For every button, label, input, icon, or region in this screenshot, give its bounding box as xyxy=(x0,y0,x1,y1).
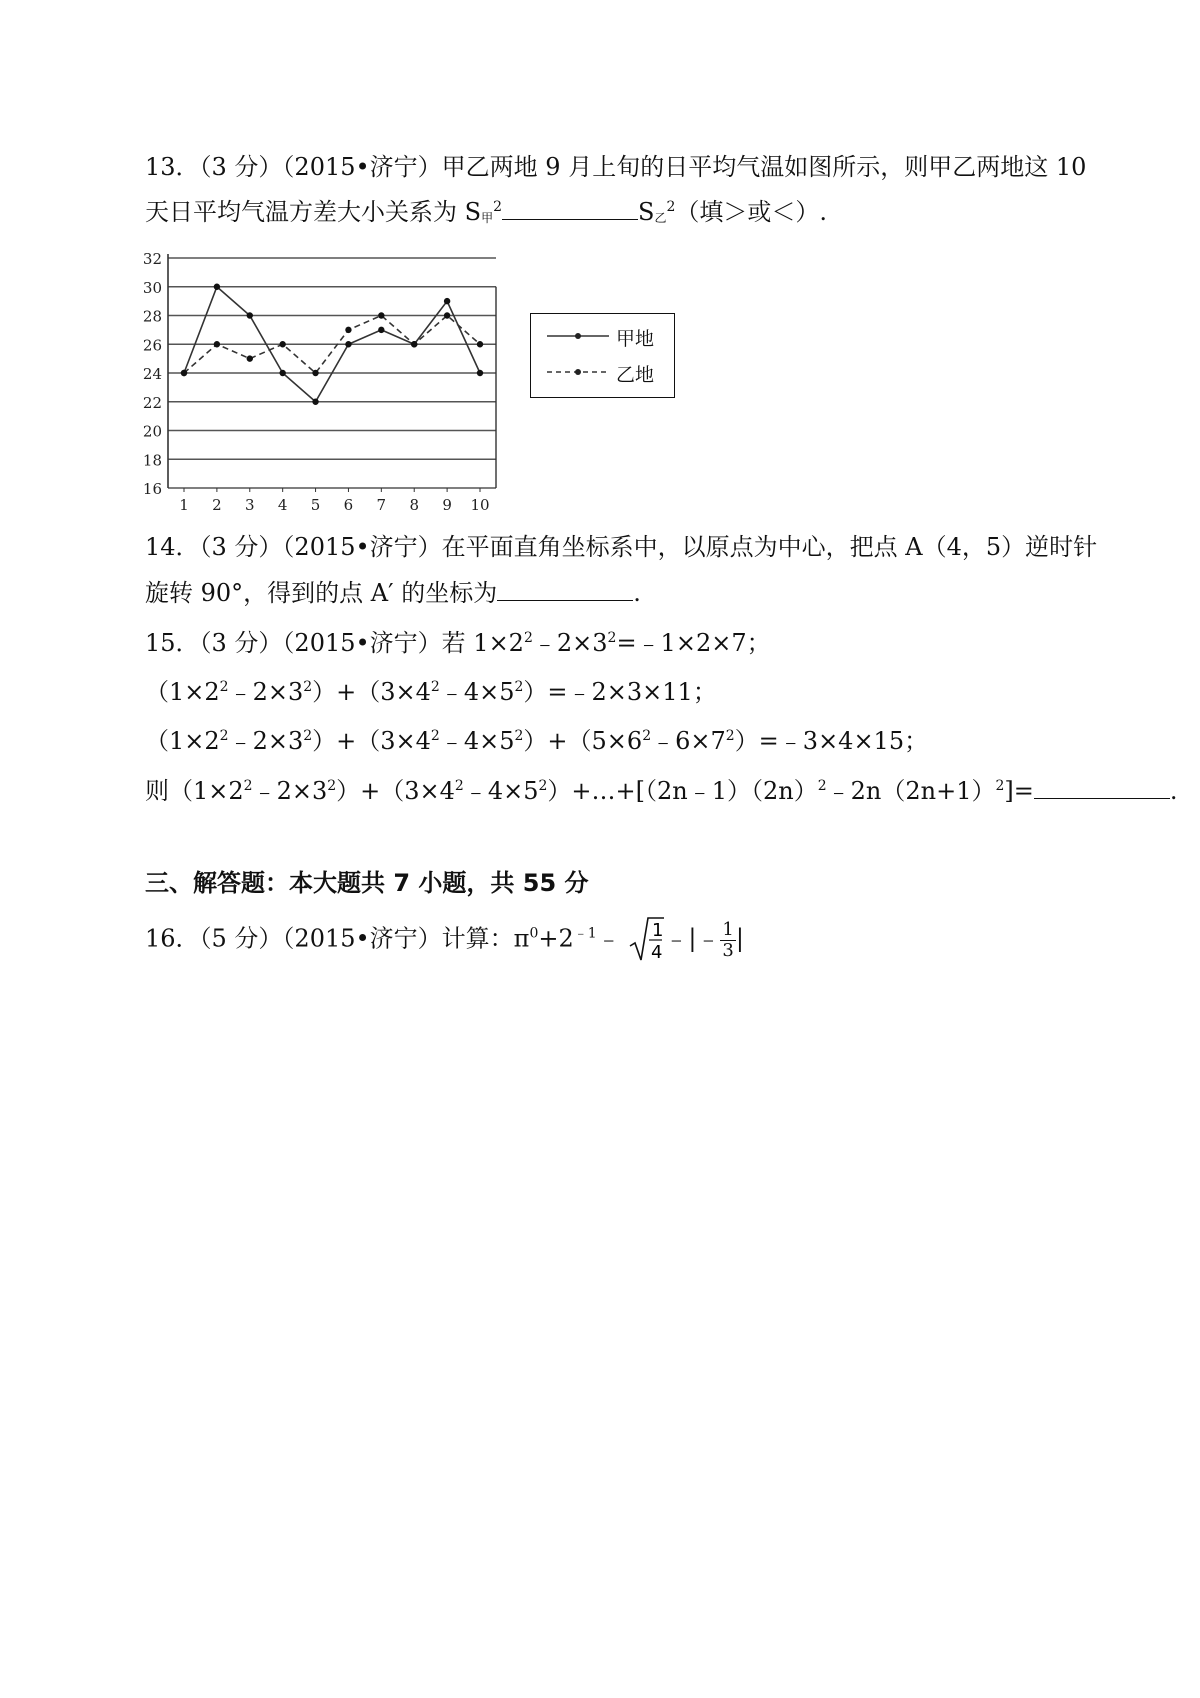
q15-line-3: $(1\times 2^2﹣2\times 3^2)+(3\times 4^2﹣4\times 5^2)+(5\times 6^2﹣6\times 7^2)=﹣3\times 4\times 15$； xyxy=(145,727,929,755)
data-point-yi xyxy=(312,370,318,376)
y-tick-label: 18 xyxy=(142,451,162,470)
q13-line-1: 13．（3 分）（2015•济宁）甲乙两地 9 月上旬的日平均气温如图所示，则甲乙两地这 10 xyxy=(145,153,1087,181)
y-tick-label: 30 xyxy=(142,278,162,297)
radical-sign-icon xyxy=(628,916,664,964)
q13-sup-1: 2 xyxy=(493,199,503,215)
data-point-jia xyxy=(345,341,351,347)
q16-sup-neg: ﹣1 xyxy=(573,925,597,942)
q15-answer-blank[interactable] xyxy=(1034,776,1170,799)
temperature-line-chart xyxy=(124,252,504,517)
x-tick-label: 8 xyxy=(409,496,419,514)
data-point-yi xyxy=(444,312,450,318)
y-tick-label: 28 xyxy=(142,307,162,326)
legend-item-yi xyxy=(531,356,674,388)
q16-abs-part: ﹣|﹣ xyxy=(664,924,721,953)
q16-sup-pi: 0 xyxy=(529,925,539,942)
q13-text-c: （填＞或＜）. xyxy=(675,198,828,226)
q14-text-a: 旋转 90°，得到的点 A′ 的坐标为 xyxy=(145,579,498,607)
q13-sub-yi: 乙 xyxy=(654,211,667,225)
q13-sup-2: 2 xyxy=(666,199,676,215)
y-tick-label: 22 xyxy=(142,393,162,412)
legend-label-yi: 乙地 xyxy=(616,364,655,386)
y-tick-label: 16 xyxy=(142,480,162,498)
x-tick-label: 10 xyxy=(470,496,490,514)
x-tick-label: 2 xyxy=(212,496,222,514)
y-tick-label: 20 xyxy=(142,422,162,441)
data-point-yi xyxy=(378,312,384,318)
data-point-jia xyxy=(444,298,450,304)
section-3-heading: 三、解答题：本大题共 7 小题，共 55 分 xyxy=(145,869,589,897)
data-point-yi xyxy=(214,341,220,347)
x-tick-label: 1 xyxy=(179,496,189,514)
legend-solid-line-icon xyxy=(543,320,623,352)
data-point-yi xyxy=(411,341,417,347)
q13-text-a: 天日平均气温方差大小关系为 S xyxy=(145,198,482,226)
legend-label-jia: 甲地 xyxy=(616,328,655,350)
data-point-jia xyxy=(279,370,285,376)
q14-answer-blank[interactable] xyxy=(497,578,633,601)
legend-item-jia xyxy=(531,320,674,352)
q16-prefix: 16．（5 分）（2015•济宁）计算：π xyxy=(145,924,530,953)
q15-line-4 xyxy=(145,776,1178,806)
legend-dashed-line-icon xyxy=(543,356,623,388)
sqrt-frac-den: 4 xyxy=(651,942,663,963)
sqrt-frac-num: 1 xyxy=(652,920,664,941)
chart-legend xyxy=(530,313,675,398)
data-point-yi xyxy=(247,355,253,361)
data-point-jia xyxy=(312,399,318,405)
q13-line-2 xyxy=(145,197,827,227)
x-tick-label: 6 xyxy=(343,496,354,514)
q15-line-1: 15．（3 分）（2015•济宁）若 $1\times 2^2﹣2\times 3^2=﹣1\times 2\times 7$； xyxy=(145,629,771,657)
fraction-one-third xyxy=(720,920,735,961)
y-tick-label: 24 xyxy=(142,365,162,383)
x-tick-label: 5 xyxy=(310,496,321,514)
q16-minus: ﹣ xyxy=(596,924,621,953)
x-tick-label: 9 xyxy=(442,496,452,514)
q16-mid: +2 xyxy=(538,924,574,953)
q15-line-2: $(1\times 2^2﹣2\times 3^2)+(3\times 4^2﹣4\times 5^2)=﹣2\times 3\times 11$； xyxy=(145,678,717,706)
y-tick-label: 26 xyxy=(142,336,162,355)
q15-line-4-text: 则$(1\times 2^2﹣2\times 3^2)+(3\times 4^2﹣4\times 5^2)+\dots+[(2n﹣1)(2n)^2﹣2n(2n+1)^2]=$ xyxy=(145,777,1034,805)
data-point-yi xyxy=(279,341,285,347)
q14-line-1: 14．（3 分）（2015•济宁）在平面直角坐标系中，以原点为中心，把点 A（4，5）逆时针 xyxy=(145,533,1098,561)
q13-sub-jia: 甲 xyxy=(481,211,494,225)
data-point-jia xyxy=(214,284,220,290)
data-point-jia xyxy=(477,370,483,376)
x-tick-label: 4 xyxy=(277,496,288,514)
data-point-yi xyxy=(181,370,187,376)
data-point-yi xyxy=(477,341,483,347)
q16-close-bar: | xyxy=(735,924,744,953)
x-tick-label: 3 xyxy=(245,496,255,514)
sqrt-expression xyxy=(628,916,664,964)
data-point-jia xyxy=(378,327,384,333)
frac2-num: 1 xyxy=(722,918,734,940)
y-tick-label: 32 xyxy=(142,252,162,268)
q13-answer-blank[interactable] xyxy=(502,197,638,220)
data-point-jia xyxy=(247,312,253,318)
frac2-den: 3 xyxy=(722,939,734,961)
q15-line-4-end: . xyxy=(1169,777,1178,805)
x-tick-label: 7 xyxy=(376,496,387,514)
q13-text-b: S xyxy=(638,198,655,226)
q14-text-b: . xyxy=(633,579,641,607)
data-point-yi xyxy=(345,327,351,333)
q16-line xyxy=(145,916,744,962)
q14-line-2 xyxy=(145,578,641,608)
